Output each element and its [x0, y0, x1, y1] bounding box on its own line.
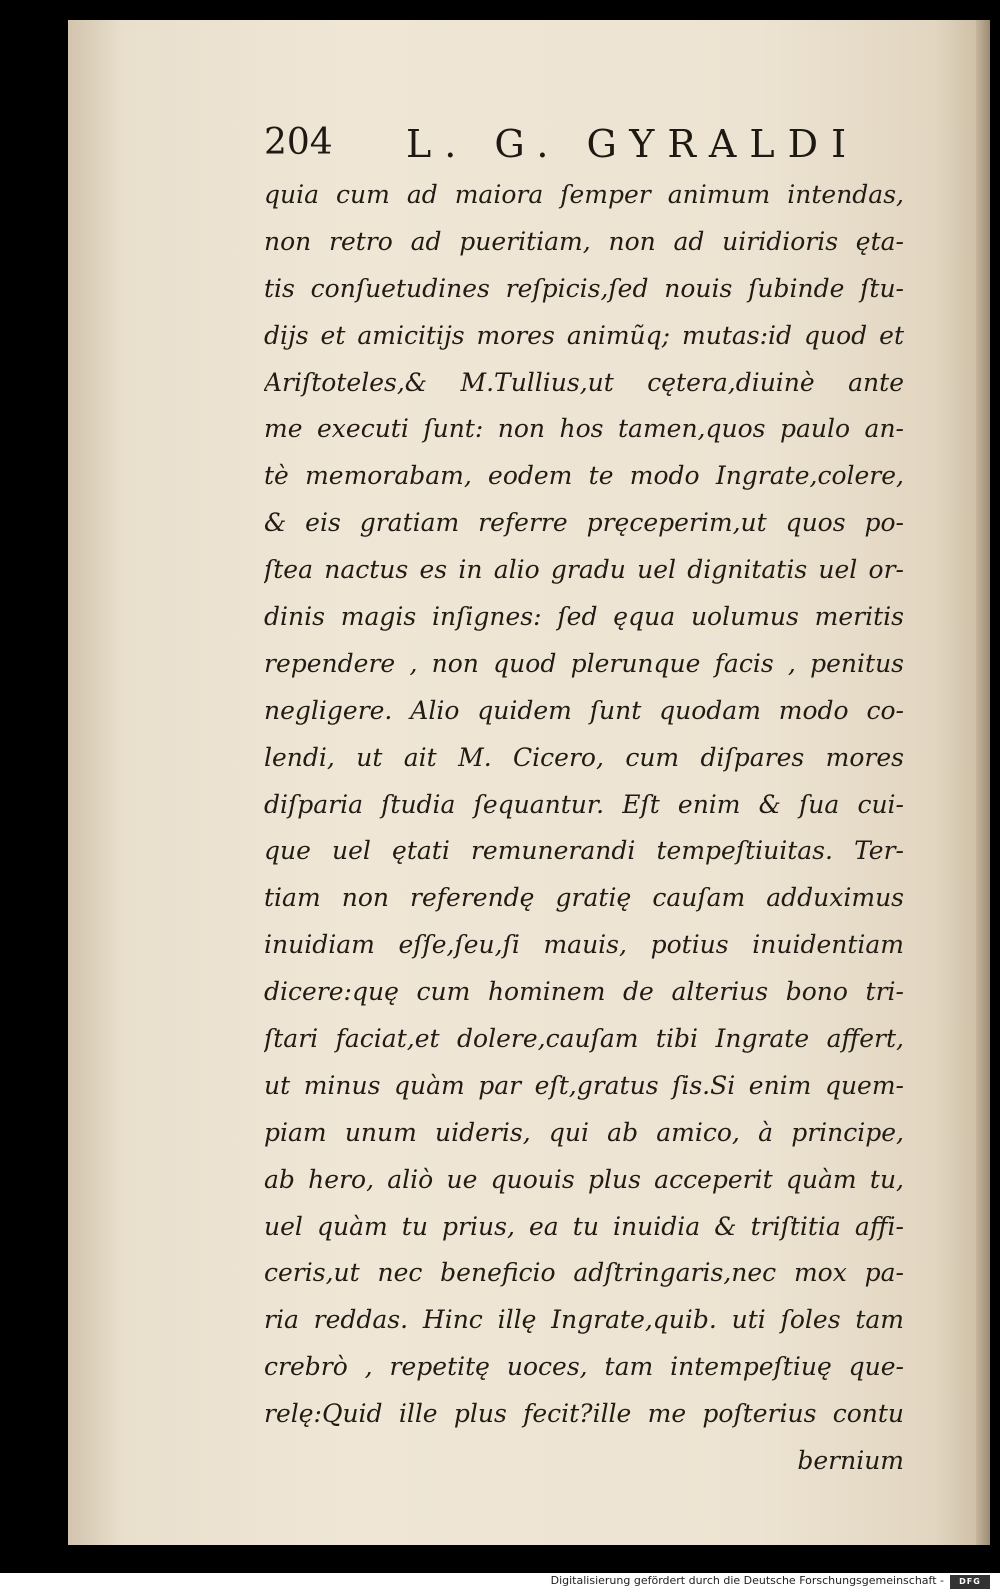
text-line: tiam non referendę gratię cauſam adduximus [264, 883, 904, 913]
running-title: L. G. GYRALDI [406, 122, 860, 166]
text-line: non retro ad pueritiam, non ad uiridioris ęta- [264, 226, 904, 256]
text-line: diſparia ſtudia ſequantur. Eſt enim & ſua cui- [264, 789, 904, 819]
text-line: piam unum uideris, qui ab amico, à principe, [264, 1117, 904, 1147]
text-line: lendi, ut ait M. Cicero, cum diſpares mores [264, 742, 904, 772]
text-line: ſtari faciat,et dolere,cauſam tibi Ingrate affert, [264, 1024, 904, 1054]
catchword: bernium [797, 1446, 904, 1476]
text-line: ria reddas. Hinc illę Ingrate,quib. uti ſoles tam [264, 1305, 904, 1335]
text-block [264, 172, 904, 1485]
text-line: dicere:quę cum hominem de alterius bono tri- [264, 977, 904, 1007]
text-line: me executi ſunt: non hos tamen,quos paulo an- [264, 414, 904, 444]
text-line: ceris,ut nec beneficio adſtringaris,nec mox pa- [264, 1258, 904, 1288]
text-line: que uel ętati remunerandi tempeſtiuitas. Ter- [264, 836, 904, 866]
text-line: Ariſtoteles,& M.Tullius,ut cętera,diuinè ante [264, 367, 904, 397]
dfg-logo: DFG [950, 1575, 990, 1589]
running-head [264, 116, 904, 172]
text-line: inuidiam eſſe,ſeu,ſi mauis, potius inuidentiam [264, 930, 904, 960]
page-gutter-shadow [976, 20, 990, 1545]
text-line: ut minus quàm par eſt,gratus ſis.Si enim quem- [264, 1070, 904, 1100]
page-number: 204 [264, 122, 333, 163]
text-line: negligere. Alio quidem ſunt quodam modo co- [264, 695, 904, 725]
text-line: crebrò , repetitę uoces, tam intempeſtiuę que- [264, 1352, 904, 1382]
footer-credit-text: Digitalisierung gefördert durch die Deutsche Forschungsgemeinschaft - [550, 1574, 944, 1587]
text-line: ſtea nactus es in alio gradu uel dignitatis uel or- [264, 555, 904, 585]
text-line: dinis magis inſignes: ſed ęqua uolumus meritis [264, 602, 904, 632]
text-line: dijs et amicitijs mores animũq; mutas:id quod et [264, 320, 904, 350]
digitization-footer [0, 1573, 1000, 1589]
text-line: & eis gratiam referre pręceperim,ut quos po- [264, 508, 904, 538]
text-line: quia cum ad maiora ſemper animum intendas, [264, 180, 904, 209]
text-line: ab hero, aliò ue quouis plus acceperit quàm tu, [264, 1164, 904, 1194]
text-line: tis conſuetudines reſpicis,ſed nouis ſubinde ſtu- [264, 273, 904, 303]
text-line: tè memorabam, eodem te modo Ingrate,colere, [264, 461, 904, 491]
text-line: rependere , non quod plerunque facis , penitus [264, 648, 904, 678]
text-line: uel quàm tu prius, ea tu inuidia & triſtitia affi- [264, 1211, 904, 1241]
text-line: relę:Quid ille plus fecit?ille me poſterius contu [264, 1399, 904, 1429]
